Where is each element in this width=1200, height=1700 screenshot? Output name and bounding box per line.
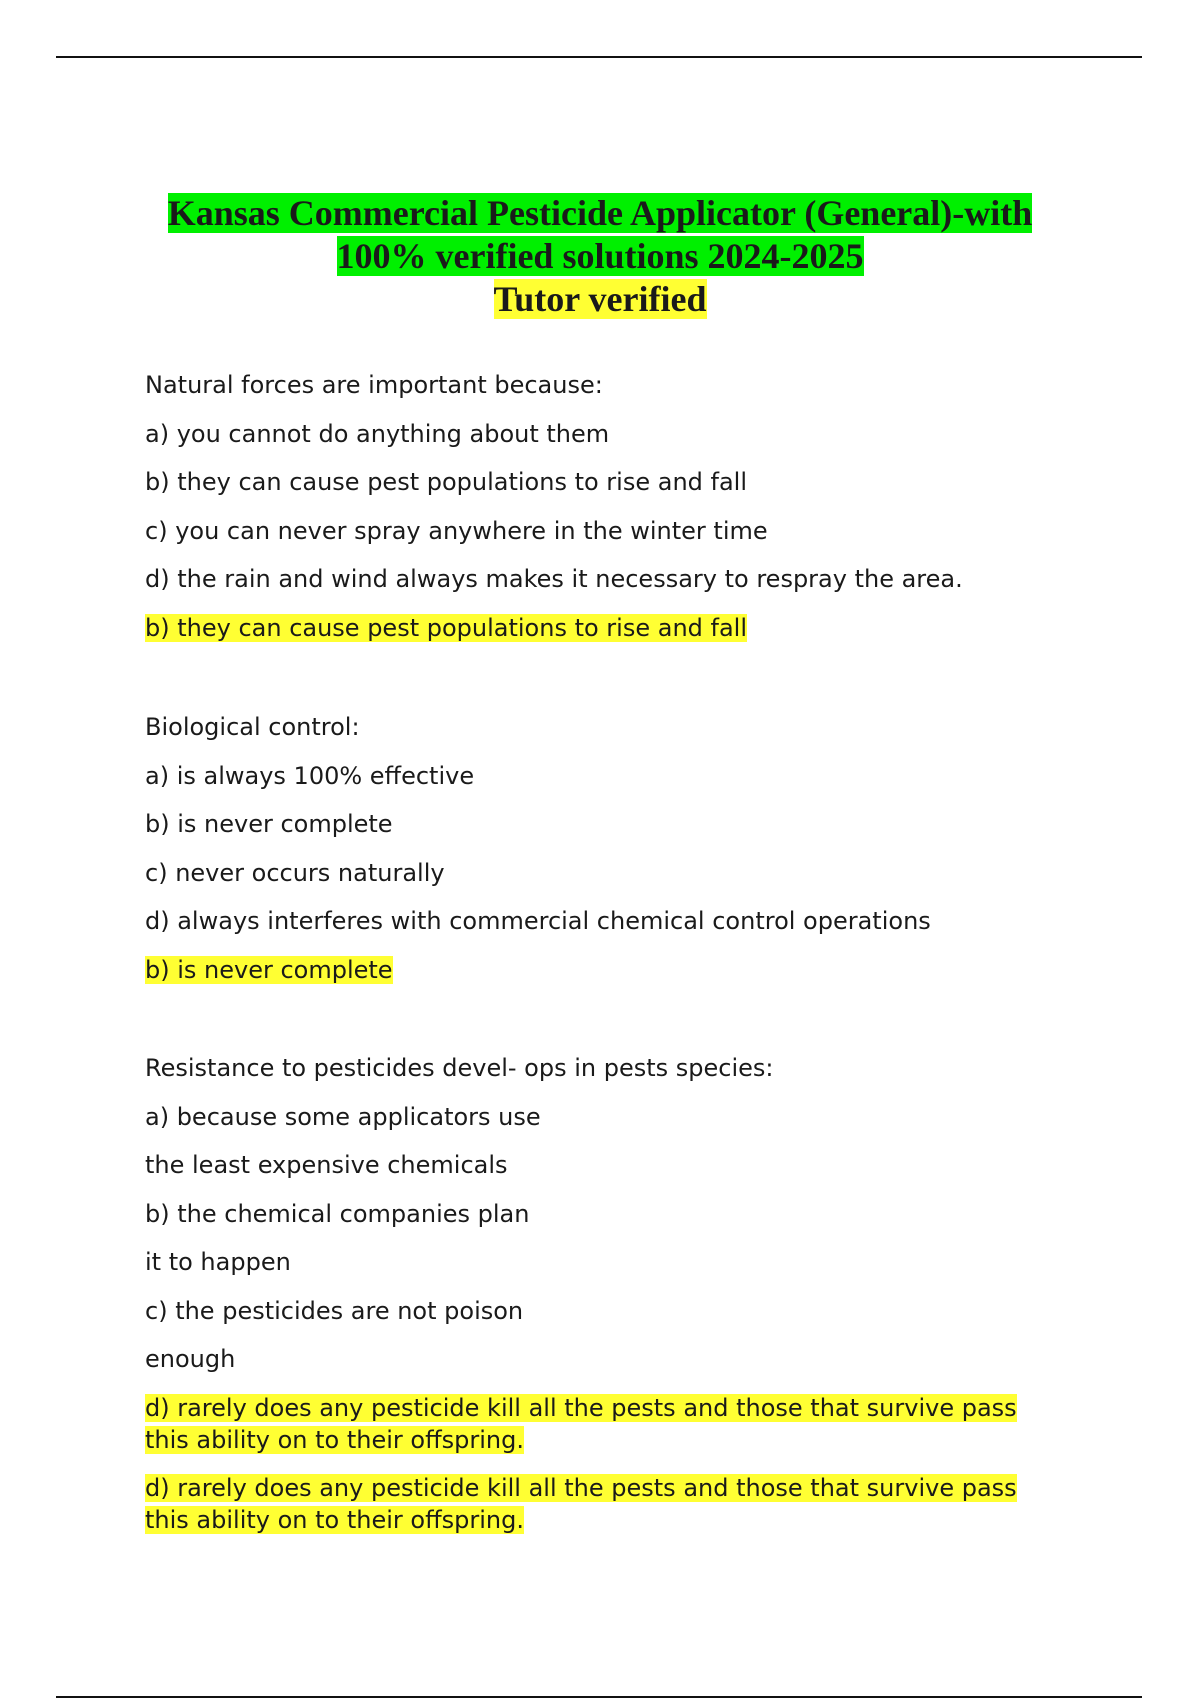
- option-b: b) is never complete: [145, 810, 393, 838]
- title-line-2: 100% verified solutions 2024-2025: [336, 236, 864, 276]
- answer: [145, 1392, 1045, 1456]
- top-rule: [56, 56, 1142, 58]
- option-a-line-2: the least expensive chemicals: [145, 1151, 508, 1179]
- title-line-3: Tutor verified: [493, 279, 707, 319]
- option-c-line-1: c) the pesticides are not poison: [145, 1296, 524, 1325]
- option-b-line-2: it to happen: [145, 1248, 291, 1276]
- answer-line-2: this ability on to their offspring.: [145, 1425, 524, 1454]
- option-a: a) you cannot do anything about them: [145, 419, 610, 448]
- answer-repeat-line-1: d) rarely does any pesticide kill all the pests and those that survive pass: [145, 1474, 1017, 1502]
- question-prompt: Resistance to pesticides devel- ops in pests species:: [145, 1054, 774, 1082]
- answer-line-1: d) rarely does any pesticide kill all the pests and those that survive pass: [145, 1393, 1017, 1422]
- option-c: c) you can never spray anywhere in the winter time: [145, 516, 768, 545]
- question-1: [145, 369, 1045, 660]
- option-a: a) is always 100% effective: [145, 761, 475, 790]
- question-prompt: Natural forces are important because:: [145, 371, 603, 399]
- answer: b) is never complete: [145, 955, 393, 984]
- question-3: [145, 1052, 1045, 1553]
- option-d: d) the rain and wind always makes it necessary to respray the area.: [145, 565, 963, 593]
- document-title: [0, 192, 1200, 321]
- option-b: b) they can cause pest populations to rise and fall: [145, 468, 748, 496]
- bottom-rule: [56, 1696, 1142, 1698]
- question-prompt: Biological control:: [145, 713, 360, 741]
- answer: b) they can cause pest populations to rise and fall: [145, 613, 748, 642]
- option-b-line-1: b) the chemical companies plan: [145, 1199, 530, 1228]
- option-c: c) never occurs naturally: [145, 858, 445, 887]
- answer-repeat-line-2: this ability on to their offspring.: [145, 1506, 524, 1534]
- title-line-1: Kansas Commercial Pesticide Applicator (General)-with: [167, 193, 1033, 233]
- answer-repeat: [145, 1472, 1045, 1536]
- question-2: [145, 711, 1045, 1002]
- option-d: d) always interferes with commercial chemical control operations: [145, 907, 931, 935]
- option-c-line-2: enough: [145, 1345, 236, 1373]
- option-a-line-1: a) because some applicators use: [145, 1102, 541, 1131]
